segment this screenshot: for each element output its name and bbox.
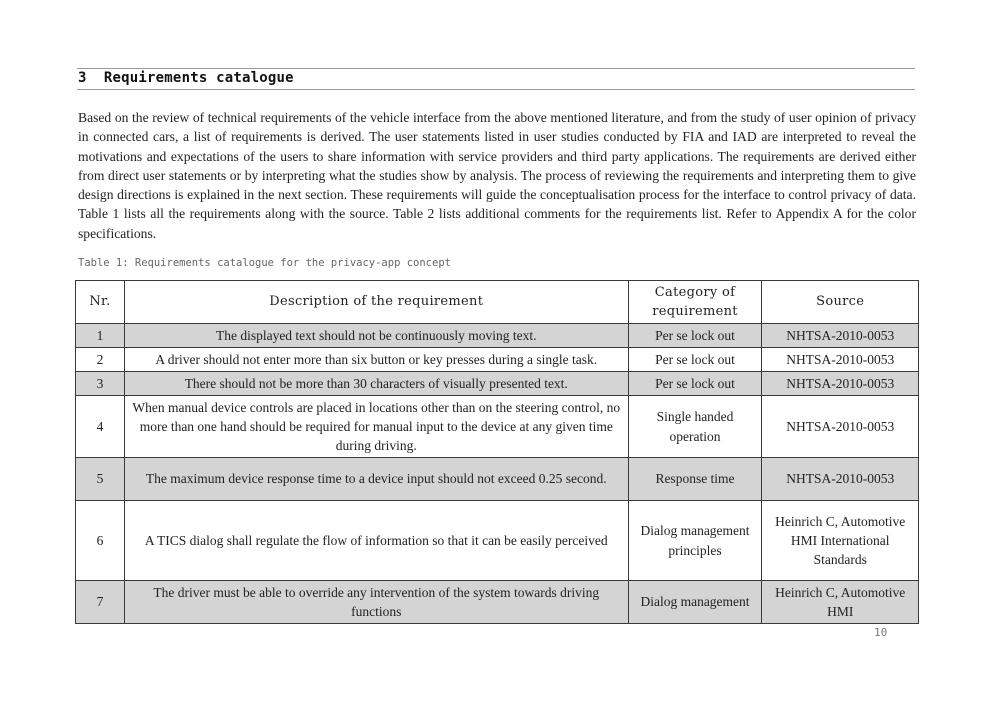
row-description: There should not be more than 30 characters of visually presented text. <box>124 372 628 396</box>
row-source: Heinrich C, Automotive HMI <box>762 581 919 624</box>
header-description: Description of the requirement <box>124 281 628 324</box>
row-category: Per se lock out <box>628 324 762 348</box>
row-nr: 3 <box>76 372 125 396</box>
table-row <box>76 501 919 581</box>
table-caption: Table 1: Requirements catalogue for the privacy-app concept <box>78 257 451 269</box>
table-row <box>76 396 919 458</box>
section-top-rule <box>77 68 915 69</box>
table-header-row <box>76 281 919 324</box>
row-description: The driver must be able to override any intervention of the system towards driving functions <box>124 581 628 624</box>
section-heading <box>78 70 294 86</box>
header-source: Source <box>762 281 919 324</box>
table-row <box>76 581 919 624</box>
page-number: 10 <box>874 626 888 639</box>
row-source: NHTSA-2010-0053 <box>762 458 919 501</box>
row-description: The displayed text should not be continuously moving text. <box>124 324 628 348</box>
section-number: 3 <box>78 70 87 86</box>
row-nr: 2 <box>76 348 125 372</box>
table-row <box>76 324 919 348</box>
row-description: A driver should not enter more than six button or key presses during a single task. <box>124 348 628 372</box>
row-category: Dialog management <box>628 581 762 624</box>
row-source: NHTSA-2010-0053 <box>762 372 919 396</box>
row-source: NHTSA-2010-0053 <box>762 324 919 348</box>
table-row <box>76 348 919 372</box>
row-nr: 7 <box>76 581 125 624</box>
requirements-table <box>75 280 919 624</box>
row-nr: 4 <box>76 396 125 458</box>
section-bottom-rule <box>77 89 915 90</box>
body-paragraph: Based on the review of technical requirements of the vehicle interface from the above mentioned literature, and from the study of user opinion of privacy in connected cars, a list of requirements is derived. The user statements listed in user studies conducted by FIA and IAD are interpreted to reveal the motivations and expectations of the users to share information with service providers and third party applications. The requirements are derived either from direct user statements or by interpreting what the studies show by analysis. The process of reviewing the requirements and interpreting them to give design directions is explained in the next section. These requirements will guide the conceptualisation process for the interface to control privacy of data. Table 1 lists all the requirements along with the source. Table 2 lists additional comments for the requirements list. Refer to Appendix A for the color specifications. <box>78 110 916 241</box>
row-category: Dialog management principles <box>628 501 762 581</box>
row-description: The maximum device response time to a device input should not exceed 0.25 second. <box>124 458 628 501</box>
table-row <box>76 458 919 501</box>
row-source: NHTSA-2010-0053 <box>762 348 919 372</box>
row-nr: 1 <box>76 324 125 348</box>
row-nr: 6 <box>76 501 125 581</box>
header-category: Category of requirement <box>628 281 762 324</box>
row-description: When manual device controls are placed in locations other than on the steering control, no more than one hand should be required for manual input to the device at any given time during driving. <box>124 396 628 458</box>
row-description: A TICS dialog shall regulate the flow of information so that it can be easily perceived <box>124 501 628 581</box>
header-nr: Nr. <box>76 281 125 324</box>
row-category: Response time <box>628 458 762 501</box>
section-title: Requirements catalogue <box>103 70 294 86</box>
row-source: Heinrich C, Automotive HMI International Standards <box>762 501 919 581</box>
row-nr: 5 <box>76 458 125 501</box>
row-category: Per se lock out <box>628 348 762 372</box>
row-source: NHTSA-2010-0053 <box>762 396 919 458</box>
row-category: Per se lock out <box>628 372 762 396</box>
table-row <box>76 372 919 396</box>
row-category: Single handed operation <box>628 396 762 458</box>
